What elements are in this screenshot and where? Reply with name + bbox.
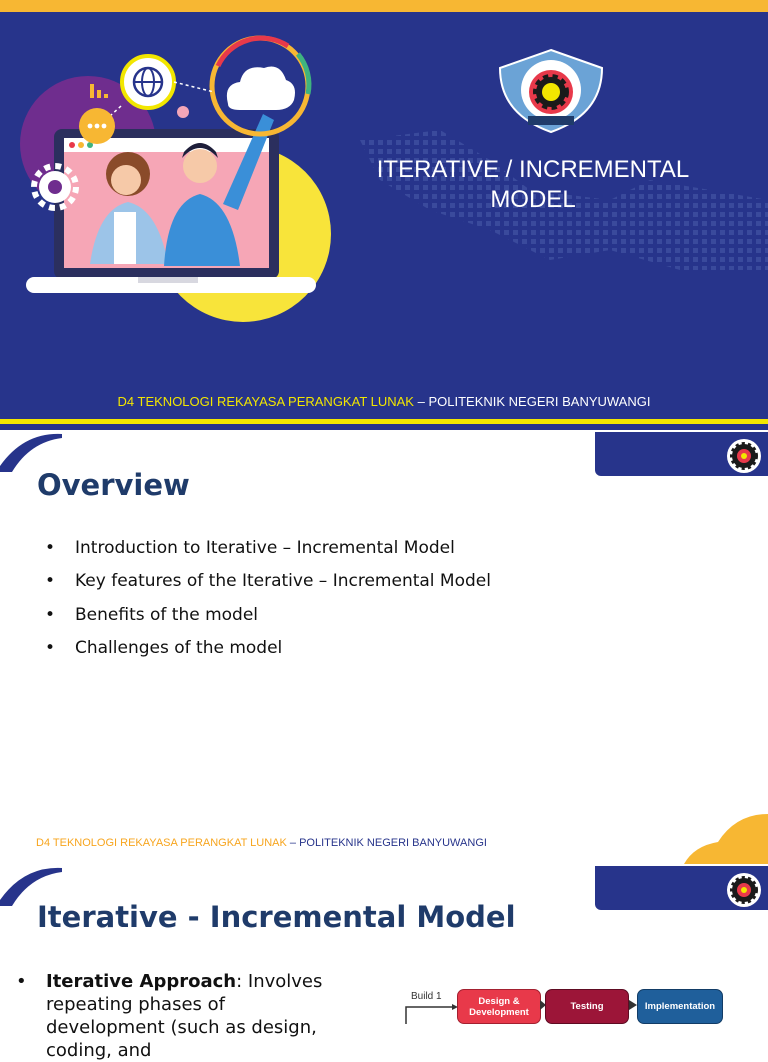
- title-line-2: MODEL: [490, 186, 576, 213]
- bullet-term: Iterative Approach: [46, 971, 237, 992]
- model-slide: [0, 866, 768, 1061]
- slide-footer: [36, 837, 487, 849]
- title-slide: [0, 0, 768, 430]
- overview-bullet-list: [44, 532, 491, 666]
- footer-school: POLITEKNIK NEGERI BANYUWANGI: [428, 394, 651, 409]
- team-laptop-illustration: [18, 34, 340, 314]
- corner-wave-decoration: [0, 432, 64, 472]
- bottom-accent-rule: [0, 419, 768, 424]
- title-line-1: ITERATIVE / INCREMENTAL: [376, 156, 690, 183]
- slide-heading: Overview: [37, 468, 190, 502]
- build-arrow: [404, 1004, 464, 1024]
- corner-blob-decoration: [684, 814, 768, 864]
- presentation-title: [355, 155, 711, 215]
- step-arrow: [629, 1000, 637, 1010]
- list-item: • Benefits of the model: [44, 599, 491, 632]
- top-accent-bar: [0, 0, 768, 12]
- header-band: [595, 866, 768, 910]
- mini-logo: [726, 438, 762, 474]
- footer-program: D4 TEKNOLOGI REKAYASA PERANGKAT LUNAK: [117, 394, 414, 409]
- list-item: • Key features of the Iterative – Incremental Model: [44, 565, 491, 598]
- footer-school: POLITEKNIK NEGERI BANYUWANGI: [299, 837, 487, 849]
- list-item: • Introduction to Iterative – Incremental Model: [44, 532, 491, 565]
- design-development-step: [457, 989, 541, 1024]
- mini-logo: [726, 872, 762, 908]
- step-label-line: Design &: [478, 995, 520, 1007]
- testing-step: Testing: [545, 989, 629, 1024]
- implementation-step: Implementation: [637, 989, 723, 1024]
- bullet-description: : Involves repeating phases of development (such as design, coding, and: [46, 971, 323, 1061]
- header-band: [595, 432, 768, 476]
- build-label: Build 1: [411, 991, 442, 1002]
- footer-separator: –: [413, 394, 429, 409]
- footer-program: D4 TEKNOLOGI REKAYASA PERANGKAT LUNAK: [36, 837, 287, 849]
- footer-separator: –: [286, 837, 300, 849]
- list-item: • Challenges of the model: [44, 632, 491, 665]
- bullet-marker: •: [16, 971, 27, 992]
- title-slide-footer: [0, 394, 768, 409]
- poliwangi-logo: [498, 48, 604, 134]
- step-label-line: Development: [469, 1006, 529, 1018]
- list-item: [18, 970, 348, 1062]
- overview-slide: [0, 432, 768, 864]
- slide-heading: Iterative - Incremental Model: [37, 900, 516, 934]
